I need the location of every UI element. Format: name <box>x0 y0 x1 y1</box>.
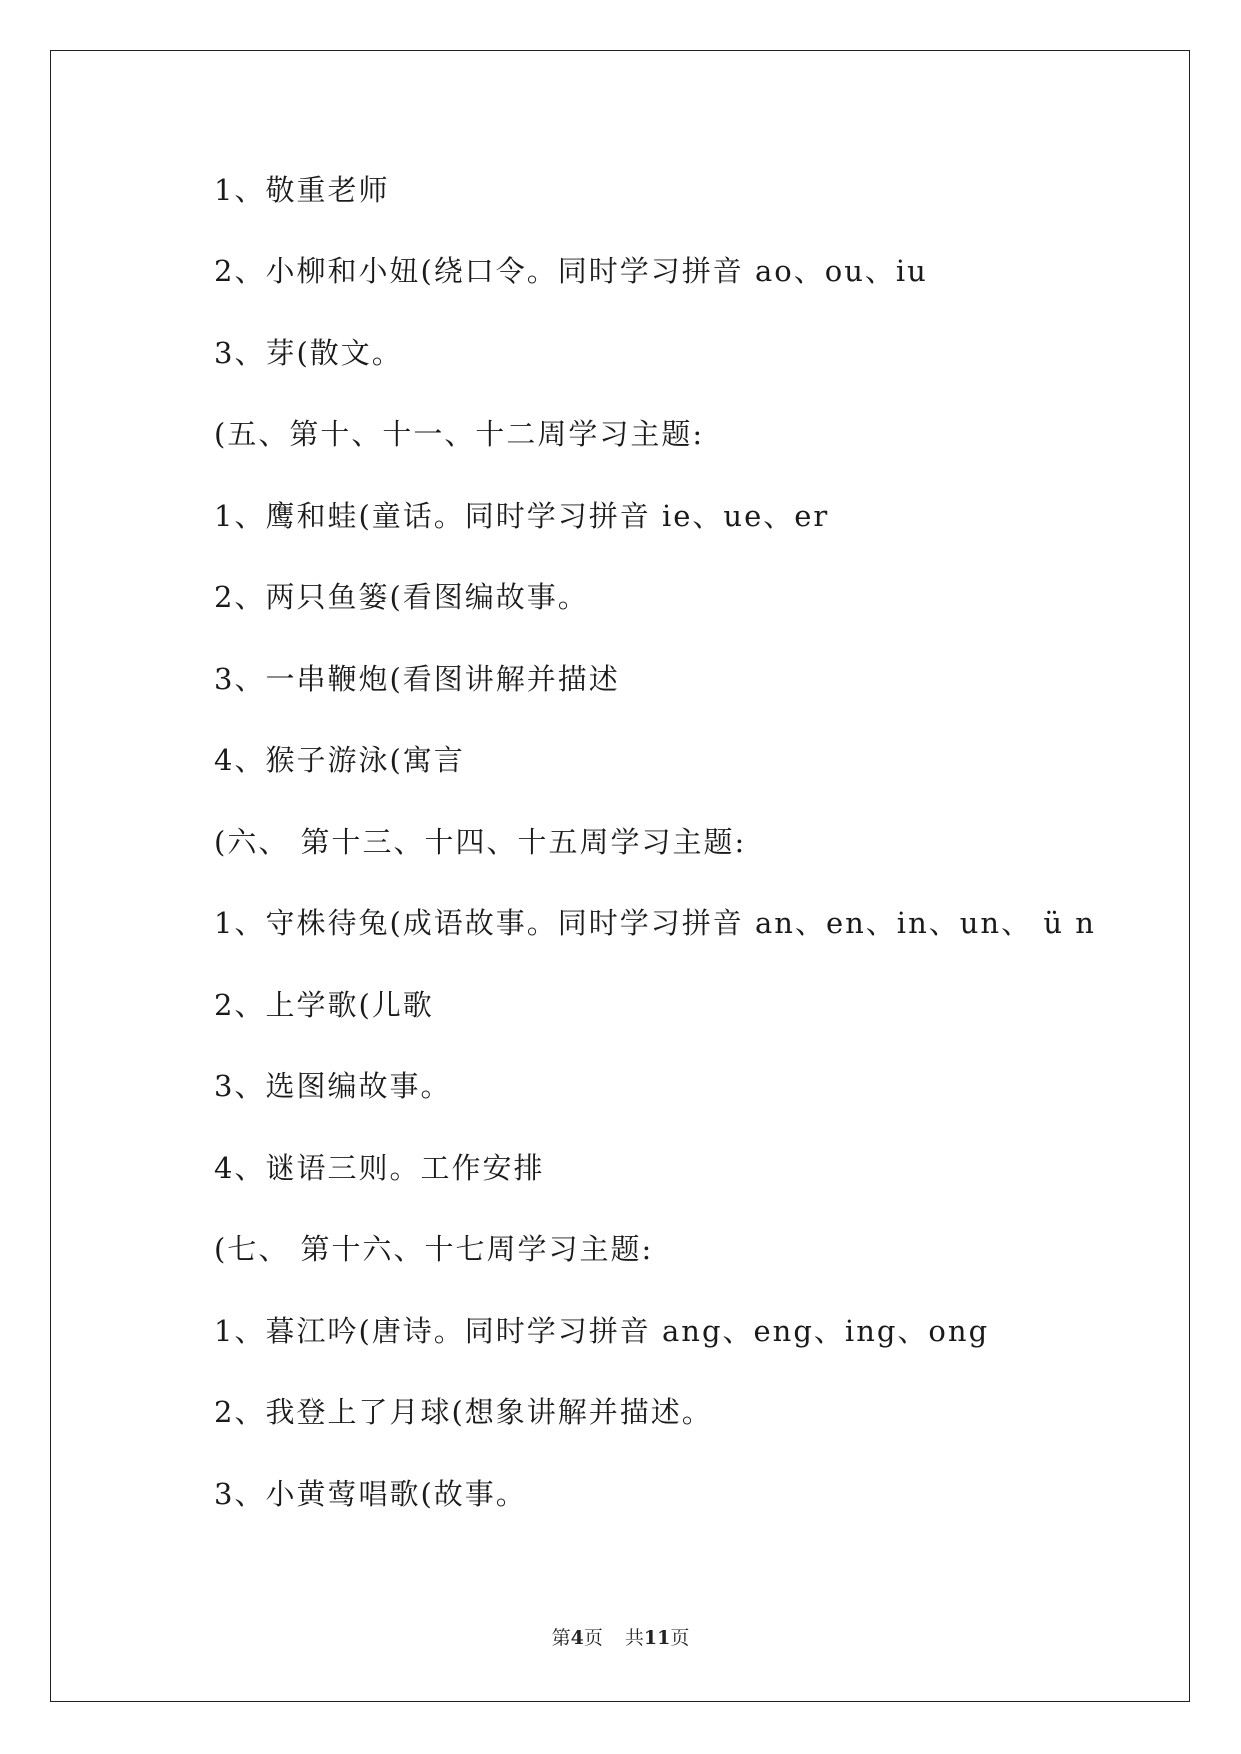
text-line: 2、我登上了月球(想象讲解并描述。 <box>214 1395 713 1429</box>
text-line: 4、谜语三则。工作安排 <box>214 1151 545 1185</box>
total-pages: 11 <box>643 1627 671 1649</box>
page-number: 4 <box>570 1627 584 1649</box>
text-line: 1、鹰和蛙(童话。同时学习拼音 ie、ue、er <box>214 499 830 533</box>
text-line: 1、敬重老师 <box>214 173 390 207</box>
page-prefix: 第 <box>551 1627 571 1649</box>
page-border <box>50 50 1190 1702</box>
section-heading: (五、第十、十一、十二周学习主题: <box>214 417 705 451</box>
text-line: 3、选图编故事。 <box>214 1069 452 1103</box>
page-suffix: 页 <box>583 1627 603 1649</box>
text-line: 3、一串鞭炮(看图讲解并描述 <box>214 662 620 696</box>
text-line: 3、小黄莺唱歌(故事。 <box>214 1477 527 1511</box>
text-line: 2、小柳和小妞(绕口令。同时学习拼音 ao、ou、iu <box>214 254 928 288</box>
text-line: 4、猴子游泳(寓言 <box>214 743 465 777</box>
text-line: 1、暮江吟(唐诗。同时学习拼音 ang、eng、ing、ong <box>214 1314 990 1348</box>
text-line: 1、守株待兔(成语故事。同时学习拼音 an、en、in、un、 ü n <box>214 906 1096 940</box>
total-prefix: 共 <box>624 1627 644 1649</box>
total-suffix: 页 <box>670 1627 690 1649</box>
section-heading: (七、 第十六、十七周学习主题: <box>214 1232 654 1266</box>
section-heading: (六、 第十三、十四、十五周学习主题: <box>214 825 747 859</box>
text-line: 2、上学歌(儿歌 <box>214 988 434 1022</box>
text-line: 3、芽(散文。 <box>214 336 403 370</box>
page-footer <box>0 1623 1241 1650</box>
text-line: 2、两只鱼篓(看图编故事。 <box>214 580 589 614</box>
